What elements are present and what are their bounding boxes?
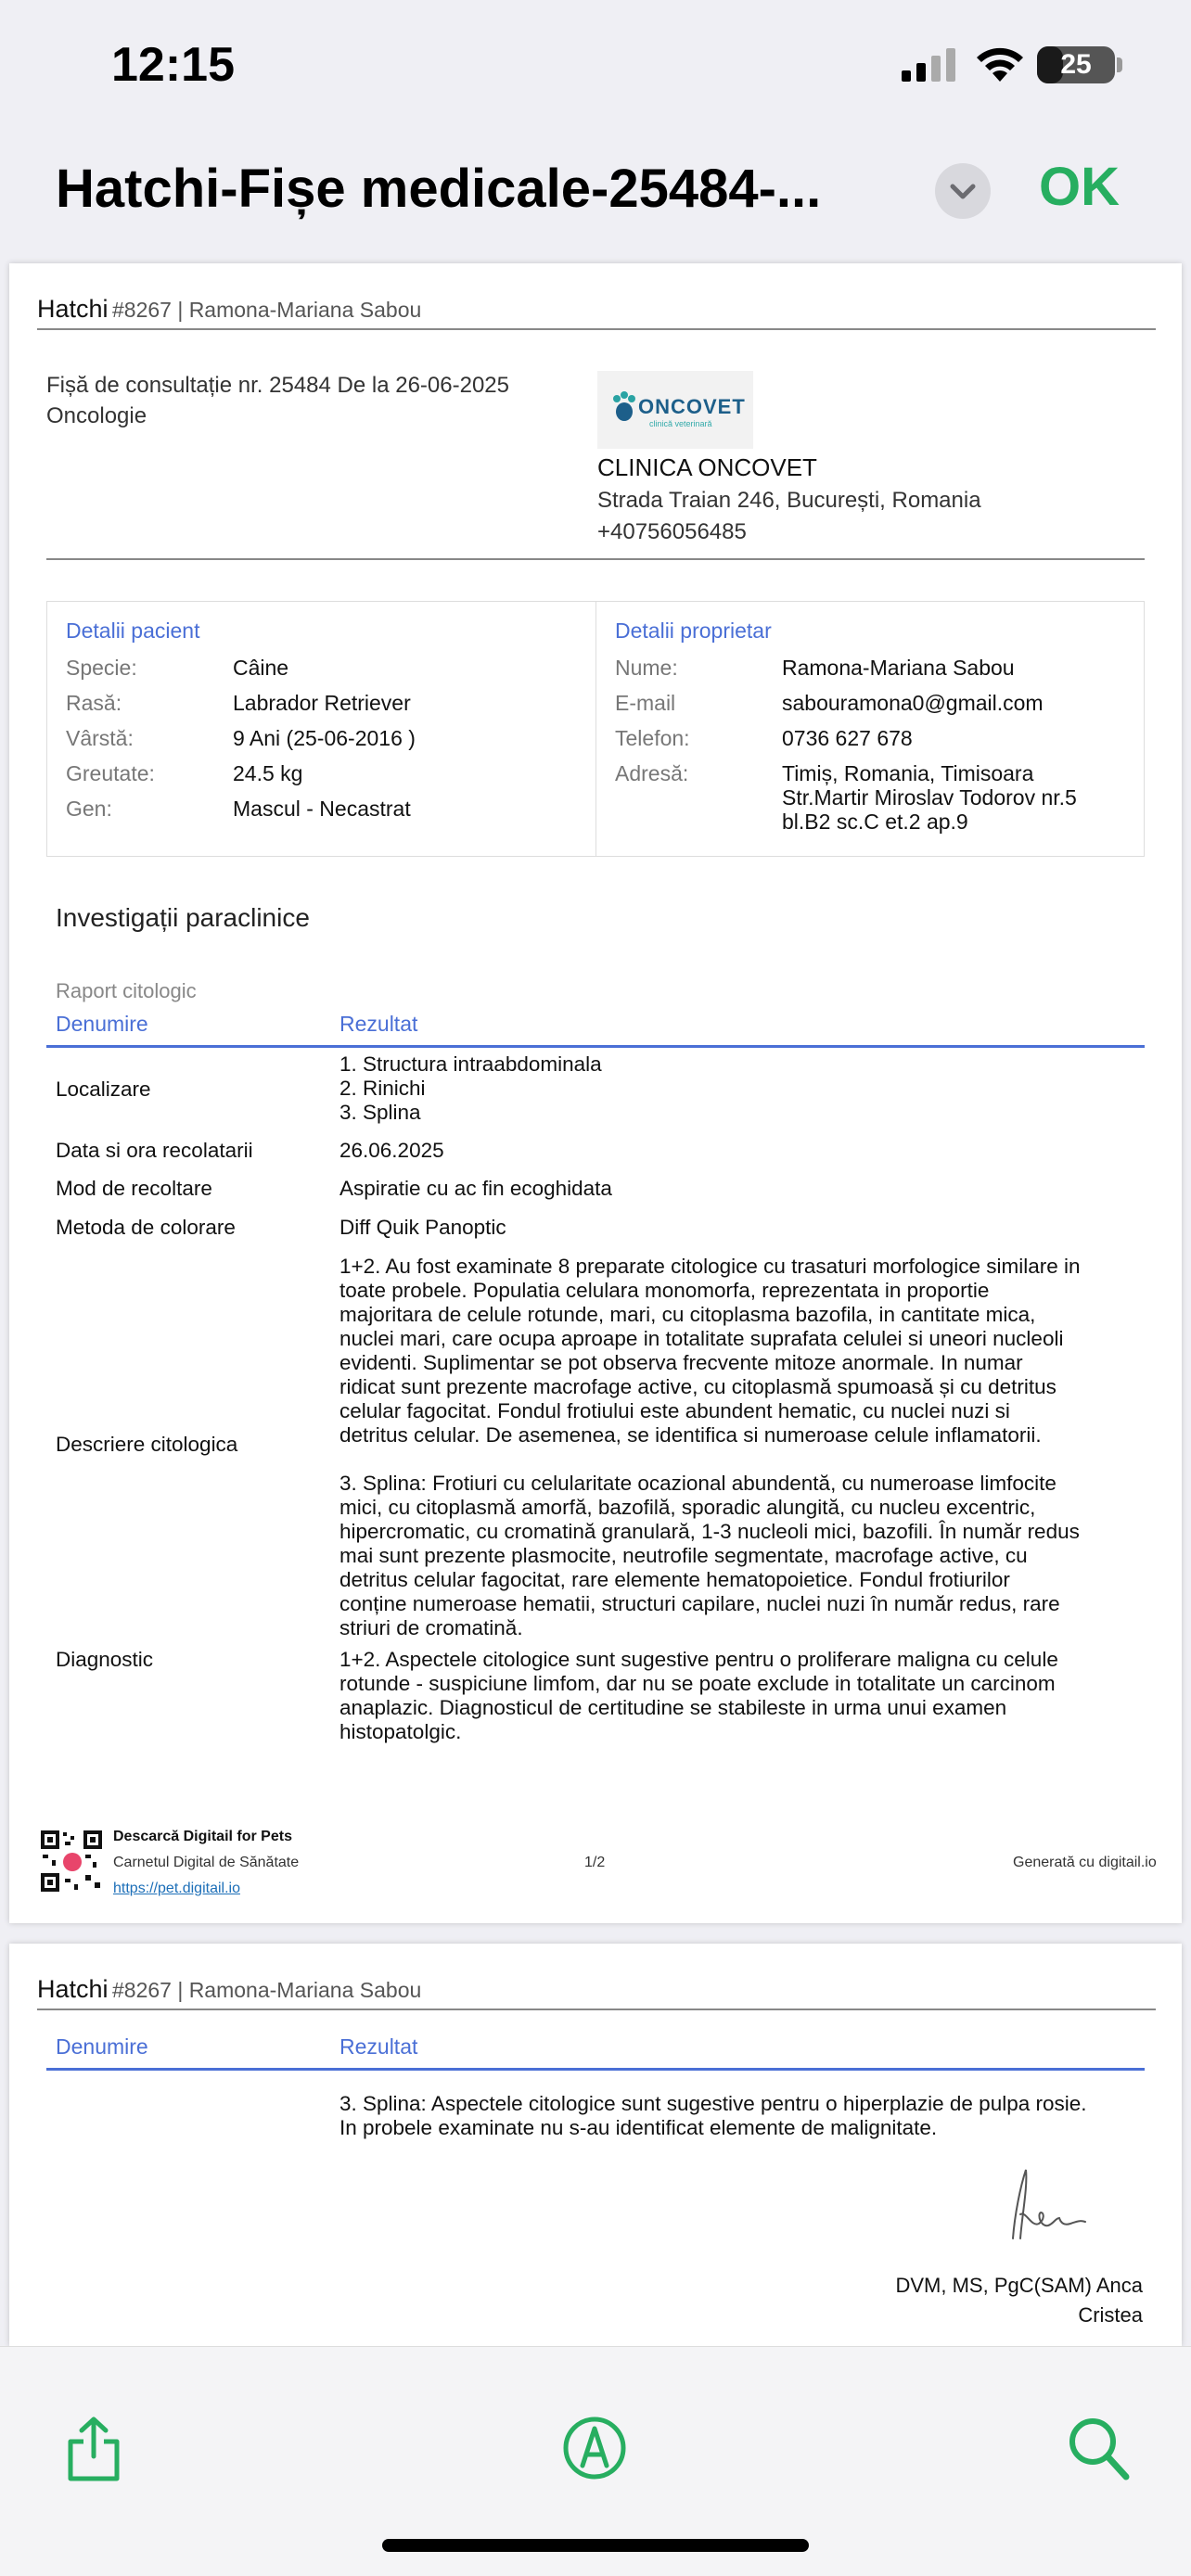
column-header-name: Denumire — [56, 1012, 148, 1036]
patient-label: Rasă: — [66, 691, 122, 715]
column-header-result: Rezultat — [339, 2034, 418, 2059]
status-bar — [0, 0, 1191, 130]
row-result: Diff Quik Panoptic — [339, 1216, 506, 1239]
clinic-logo — [597, 371, 753, 449]
pdf-page-1[interactable] — [9, 263, 1182, 1923]
status-time: 12:15 — [111, 38, 235, 92]
title-menu-button[interactable] — [935, 163, 991, 219]
owner-label: Adresă: — [615, 761, 689, 785]
battery-icon — [1037, 46, 1115, 83]
search-icon[interactable] — [1067, 2414, 1132, 2482]
row-result: 3. Splina: Aspectele citologice sunt sugestive pentru o hiperplazie de pulpa rosie. In probele examinate nu s-au identificat elemente de malignitate. — [339, 2092, 1087, 2139]
patient-details-title: Detalii pacient — [66, 618, 200, 643]
battery-tip — [1117, 57, 1122, 72]
page-header — [37, 1975, 1156, 2010]
patient-value: Câine — [233, 656, 289, 680]
clinic-phone: +40756056485 — [597, 519, 747, 544]
signature-image — [992, 2159, 1104, 2248]
wifi-icon — [974, 45, 1026, 83]
report-title: Raport citologic — [56, 979, 197, 1002]
patient-value: 24.5 kg — [233, 761, 303, 785]
table-header-line — [46, 2068, 1145, 2071]
column-header-result: Rezultat — [339, 1012, 418, 1036]
patient-label: Specie: — [66, 656, 137, 680]
footer-carnet: Carnetul Digital de Sănătate — [113, 1855, 300, 1870]
row-result: Aspiratie cu ac fin ecoghidata — [339, 1177, 612, 1200]
clinic-name: CLINICA ONCOVET — [597, 453, 817, 481]
column-header-name: Denumire — [56, 2034, 148, 2059]
row-result: 1+2. Aspectele citologice sunt sugestive pentru o proliferare maligna cu celule rotunde - suspiciune limfom, dar nu se poate exclude in totalitate un carcinom anaplazic. Diagnosticul de certitudine se stabileste in urma unui examen histopatolgic. — [339, 1648, 1058, 1743]
document-title[interactable]: Hatchi-Fișe medicale-25484-... — [56, 159, 822, 219]
row-name: Localizare — [56, 1078, 151, 1101]
footer-link[interactable]: https://pet.digitail.io — [113, 1881, 240, 1896]
signature-name-line-2: Cristea — [1078, 2303, 1143, 2327]
pet-name: Hatchi — [37, 1975, 109, 2003]
pet-name: Hatchi — [37, 295, 109, 323]
row-name: Mod de recoltare — [56, 1177, 212, 1200]
patient-value: Mascul - Necastrat — [233, 797, 411, 821]
cellular-signal-icon — [902, 48, 959, 82]
owner-label: Nume: — [615, 656, 678, 680]
clinic-address: Strada Traian 246, București, Romania — [597, 488, 981, 513]
patient-value: 9 Ani (25-06-2016 ) — [233, 726, 416, 750]
chevron-down-icon — [935, 163, 991, 219]
home-indicator[interactable] — [382, 2539, 809, 2552]
pet-subtitle: #8267 | Ramona-Mariana Sabou — [111, 1978, 422, 2002]
row-result: 1. Structura intraabdominala 2. Rinichi 3. Splina — [339, 1052, 602, 1124]
pdf-page-2[interactable] — [9, 1944, 1182, 2346]
pet-subtitle: #8267 | Ramona-Mariana Sabou — [111, 298, 422, 322]
footer-download: Descarcă Digitail for Pets — [113, 1829, 292, 1844]
markup-icon[interactable] — [562, 2414, 627, 2482]
qr-code-icon[interactable] — [39, 1829, 104, 1894]
logo-subtitle: clinică veterinară — [649, 419, 712, 428]
owner-value: Ramona-Mariana Sabou — [782, 656, 1015, 680]
owner-address: Timiș, Romania, Timisoara Str.Martir Miroslav Todorov nr.5 bl.B2 sc.C et.2 ap.9 — [782, 761, 1077, 834]
divider — [46, 558, 1145, 560]
owner-details-title: Detalii proprietar — [615, 618, 772, 643]
section-title: Investigații paraclinice — [56, 903, 310, 932]
specialty: Oncologie — [46, 403, 147, 428]
paw-icon — [612, 391, 636, 423]
row-name: Descriere citologica — [56, 1433, 238, 1456]
row-result: 1+2. Au fost examinate 8 preparate citologice cu trasaturi morfologice similare in toate probele. Populatia celulara monomorfa, reprezentata in proportie majoritara de celule rotunde, mari, cu citoplasma bazofila, in cantitate mica, nuclei mari, care ocupa aproape in totalitate suprafata celulei si uneori nucleoli evidenti. Suplimentar se pot observa frecvente mitoze anormale. In numar ridicat sunt prezente macrofage active, cu citoplasmă spumoasă și cu detritus celular fagocitat. Fondul frotiului este abundent hematic, cu nuclei nuzi si detritus celular. De asemenea, se identifica si numeroase celule inflamatorii. 3. Splina: Frotiuri cu celularitate ocazional abundentă, cu numeroase limfocite mici, cu citoplasmă amorfă, bazofilă, sporadic alungită, cu nucleu excentric, hipercromatic, cu cromatină granulară, 1-3 nucleoli mici, bazofili. În număr redus mai sunt prezente plasmocite, neutrofile segmentate, macrofage active, cu detritus celular fagocitat, rare elemente hematopoietice. Fondul frotiurilor conține numeroase hematii, structuri capilare, nuclei nuzi în număr redus, rare striuri de cromatină. — [339, 1255, 1081, 1639]
signature-name-line-1: DVM, MS, PgC(SAM) Anca — [895, 2274, 1143, 2297]
footer-page-number: 1/2 — [584, 1855, 606, 1870]
page-header — [37, 295, 1156, 330]
owner-label: E-mail — [615, 691, 676, 715]
details-box — [46, 601, 1145, 857]
patient-label: Vârstă: — [66, 726, 134, 750]
row-name: Diagnostic — [56, 1648, 154, 1671]
owner-label: Telefon: — [615, 726, 690, 750]
footer-generated: Generată cu digitail.io — [1013, 1855, 1157, 1870]
patient-label: Greutate: — [66, 761, 155, 785]
owner-email[interactable]: sabouramona0@gmail.com — [782, 691, 1044, 715]
battery-level: 25 — [1060, 49, 1092, 80]
consult-line: Fișă de consultație nr. 25484 De la 26-06-2025 — [46, 373, 509, 398]
patient-label: Gen: — [66, 797, 112, 821]
row-name: Data si ora recolatarii — [56, 1139, 253, 1162]
patient-value: Labrador Retriever — [233, 691, 411, 715]
logo-text: ONCOVET — [638, 395, 746, 418]
row-result: 26.06.2025 — [339, 1139, 444, 1162]
owner-phone[interactable]: 0736 627 678 — [782, 726, 913, 750]
table-header-line — [46, 1045, 1145, 1048]
share-icon[interactable] — [61, 2414, 126, 2482]
row-name: Metoda de colorare — [56, 1216, 236, 1239]
ok-button[interactable]: OK — [1039, 157, 1120, 217]
